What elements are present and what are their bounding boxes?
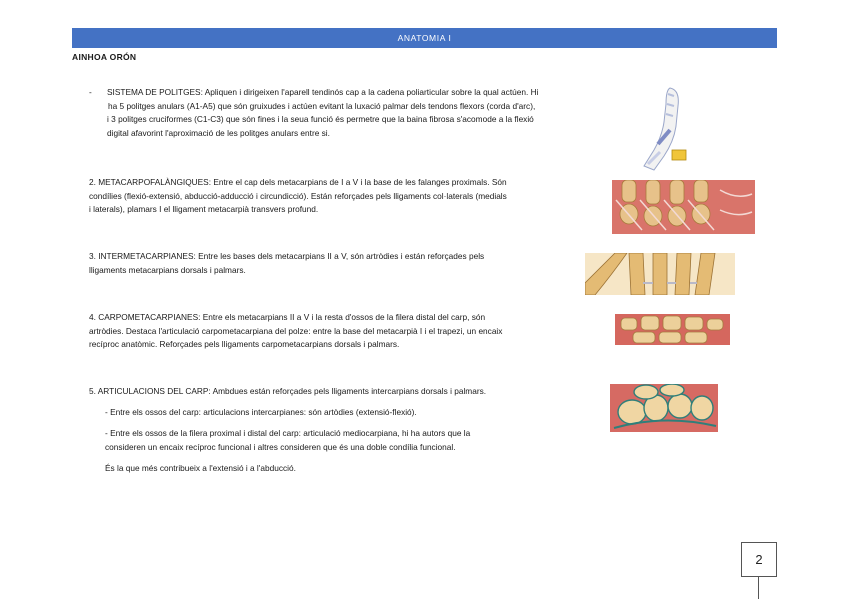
text-line: 2. METACARPOFALÀNGIQUES: Entre el cap dels metacarpians de I a V i la base de les falanges proximals. Són [89,177,507,187]
text-line: consideren un encaix recíproc funcional i altres consideren que és una doble condília funcional. [105,441,456,452]
text-line: artròdies. Destaca l'articulació carpometacarpiana del polze: entre la base del metacarpià I i el trapezi, un encaix [89,325,503,336]
text-line: i 3 politges cruciformes (C1-C3) que són fines i la seua funció és permetre que la baina fibrosa s'acomode a la flexió [107,114,534,124]
page-number-box [741,542,777,577]
author-name: AINHOA ORÓN [72,52,137,62]
page-number-line [758,576,759,599]
section-intermetacarpal [89,250,579,277]
text-line: - Entre els ossos de la filera proximal i distal del carp: articulació mediocarpiana, hi ha autors que la [105,428,471,438]
carpal-joints-illustration [610,384,718,432]
text-line: - Entre els ossos del carp: articulacions intercarpianes: són artòdies (extensió-flexió). [105,406,417,417]
bullet-dash: - [89,87,92,97]
text-line: És la que més contribueix a l'extensió i a l'abducció. [105,463,296,473]
intermetacarpal-illustration [585,253,735,295]
document-header-bar [72,28,777,48]
text-line: 4. CARPOMETACARPIANES: Entre els metacarpians II a V i la resta d'ossos de la filera distal del carp, són [89,312,486,322]
text-line: condílies (flexió-extensió, abducció-adducció i circundicció). Están reforçades pels lligaments col·laterals (medials [89,190,507,201]
page-number: 2 [755,552,763,567]
section-carpal-joints [89,385,599,476]
text-line: SISTEMA DE POLITGES: Apliquen i dirigeixen l'aparell tendinós cap a la cadena poliarticular sobre la qual actúen. Hi [107,87,539,97]
text-line: i laterals), plamars I el lligament metacarpià transvers profund. [89,204,319,214]
section-heading: 5. ARTICULACIONS DEL CARP: Ambdues están reforçades pels lligaments intercarpians dorsals i palmars. [89,386,487,396]
carpometacarpal-illustration [615,314,730,345]
metacarpophalangeal-illustration [612,180,755,234]
text-line: ha 5 politges anulars (A1-A5) que són gruixudes i actúen evitant la luxació palmar dels tendons flexors (corda d'arc), [108,100,536,111]
text-line: digital afavorint l'aproximació de les politges anulars entre si. [107,127,330,138]
text-line: 3. INTERMETACARPIANES: Entre les bases dels metacarpians II a V, són artròdies i están reforçades pels [89,251,485,261]
text-line: recíproc anatòmic. Reforçades pels lligaments carpometacarpians dorsals i palmars. [89,339,400,349]
text-line: lligaments metacarpians dorsals i palmars. [89,264,246,275]
pulley-system-illustration [640,86,696,172]
header-title: ANATOMIA I [397,33,452,43]
section-metacarpophalangeal [89,176,609,217]
section-carpometacarpal [89,311,609,352]
section-pulley-system [89,86,632,140]
